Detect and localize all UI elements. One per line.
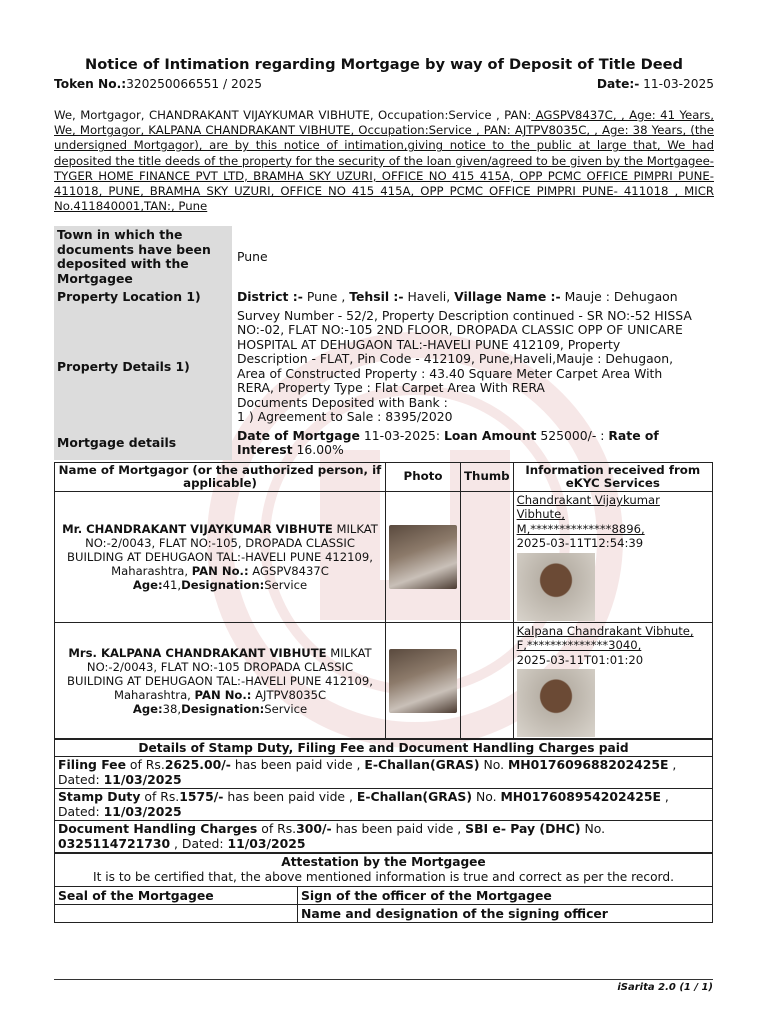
details-line: Description - FLAT, Pin Code - 412109, Pune,Haveli,Mauje : Dehugaon,: [237, 351, 674, 367]
loan-amount-label: Loan Amount: [443, 427, 537, 443]
details-line: Area of Constructed Property : 43.40 Square Meter Carpet Area With: [237, 365, 663, 381]
filing-fee-amount: 2625.00/-: [164, 757, 231, 773]
date-label: Date:-: [596, 77, 640, 91]
charges-table: [54, 739, 713, 853]
mortgagor-photo: [389, 525, 457, 589]
photo-cell: [386, 622, 461, 739]
details-value: [232, 307, 714, 427]
filing-fee-t2: has been paid vide ,: [230, 757, 365, 773]
age-label: Age:: [132, 577, 163, 592]
mortgagor-header-row: [55, 462, 713, 491]
village-label: Village Name :-: [454, 289, 561, 305]
thumb-cell: [461, 622, 514, 739]
date-block: [597, 77, 714, 92]
details-line: Survey Number - 52/2, Property Description continued - SR NO:-52 HISSA: [237, 307, 692, 323]
seal-label: Seal of the Mortgagee: [55, 887, 298, 905]
mortgagor-row: [55, 491, 713, 622]
stamp-duty-date: 11/03/2025: [103, 803, 182, 819]
property-info-table: [54, 226, 714, 460]
date-of-mortgage-value: 11-03-2025:: [359, 427, 444, 443]
district-value: Pune ,: [302, 289, 350, 305]
col-header-photo: Photo: [386, 462, 461, 491]
stamp-duty-row: [55, 789, 713, 821]
location-label: Property Location 1): [54, 288, 232, 307]
ekyc-id: M,**************8896,: [516, 521, 645, 536]
token-label: Token No.:: [54, 77, 127, 91]
stamp-duty-t4: , Dated:: [58, 789, 669, 819]
stamp-duty-mode: E-Challan(GRAS): [356, 789, 472, 805]
stamp-duty-text: [55, 789, 713, 821]
mortgagor-name: Mrs. KALPANA CHANDRAKANT VIBHUTE: [68, 645, 327, 660]
details-line: RERA, Property Type : Flat Carpet Area With RERA: [237, 380, 545, 396]
designation-value: Service: [264, 577, 308, 592]
filing-fee-text: [55, 757, 713, 789]
stamp-duty-amount: 1575/-: [179, 789, 224, 805]
info-row-town: [54, 226, 714, 288]
town-value: Pune: [237, 249, 268, 265]
mortgagor-name: Mr. CHANDRAKANT VIJAYKUMAR VIBHUTE: [62, 521, 333, 536]
tehsil-value: Haveli,: [403, 289, 455, 305]
ekyc-photo: [517, 553, 595, 621]
designation-label: Designation:: [181, 701, 265, 716]
intro-text-2: AGSPV8437C, , Age: 41 Years, We, Mortgagor, KALPANA CHANDRAKANT VIBHUTE, Occupation:Service , PAN: AJTPV8035C, , Age: 38 Years, (the undersigned Mortgagor), are by this notice of intimation,giving notice to the public at large that, We had deposited the title deeds of the property for the security of the loan given/agreed to be given by the Mortgagee-TYGER HOME FINANCE PVT LTD, BRAMHA SKY UZURI, OFFICE NO 415 415A, OPP PCMC OFFICE PIMPRI PUNE- 411018, PUNE, BRAMHA SKY UZURI, OFFICE NO 415 415A, OPP PCMC OFFICE PIMPRI PUNE- 411018 , MICR No.411840001,TAN:, Pune: [54, 108, 715, 214]
ekyc-name: Kalpana Chandrakant Vibhute,: [516, 623, 694, 638]
ekyc-timestamp: 2025-03-11T12:54:39: [516, 536, 644, 551]
filing-fee-t4: , Dated:: [58, 757, 677, 787]
filing-fee-row: [55, 757, 713, 789]
mortgage-value: [232, 427, 714, 460]
ekyc-cell: [513, 622, 712, 739]
district-label: District :-: [237, 289, 303, 305]
mortgagor-photo: [389, 649, 457, 713]
details-line: 1 ) Agreement to Sale : 8395/2020: [237, 409, 453, 425]
stamp-duty-t2: has been paid vide ,: [223, 789, 357, 805]
pan-value: AGSPV8437C: [248, 563, 329, 578]
handling-charges-t3: No.: [580, 821, 606, 837]
location-value: [232, 288, 714, 307]
designation-label: Designation:: [181, 577, 265, 592]
details-label: Property Details 1): [54, 307, 232, 427]
filing-fee-date: 11/03/2025: [103, 771, 182, 787]
intro-text-1: We, Mortgagor, CHANDRAKANT VIJAYKUMAR VIBHUTE, Occupation:Service , PAN:: [54, 108, 532, 122]
handling-charges-t2: has been paid vide ,: [331, 821, 466, 837]
attestation-text: It is to be certified that, the above mentioned information is true and correct as per the record.: [93, 870, 674, 885]
stamp-duty-t3: No.: [472, 789, 501, 805]
footer-divider: [54, 979, 713, 980]
ekyc-cell: [513, 491, 712, 622]
mortgagor-address: MILKAT NO:-2/0043, FLAT NO:-105, DROPADA CLASSIC BUILDING AT DEHUGAON TAL:-HAVELI PUNE 412109, Maharashtra,: [67, 521, 378, 578]
col-header-thumb: Thumb: [461, 462, 514, 491]
loan-amount-value: 525000/- :: [536, 427, 609, 443]
stamp-duty-number: MH017608954202425E: [500, 789, 661, 805]
mortgagor-details: [55, 491, 386, 622]
pan-label: PAN No.:: [194, 687, 252, 702]
stamp-duty-t1: of Rs.: [140, 789, 180, 805]
filing-fee-t3: No.: [479, 757, 508, 773]
age-value: 38,: [162, 701, 182, 716]
col-header-ekyc: Information received from eKYC Services: [513, 462, 712, 491]
handling-charges-number: 0325114721730: [58, 835, 171, 851]
name-designation-row: [55, 905, 713, 923]
ekyc-name: Chandrakant Vijaykumar Vibhute,: [516, 492, 660, 522]
age-value: 41,: [162, 577, 182, 592]
filing-fee-mode: E-Challan(GRAS): [364, 757, 480, 773]
handling-charges-text: [55, 821, 713, 853]
mortgagor-table: [54, 462, 713, 740]
attestation-heading-row: [55, 854, 713, 887]
attestation-heading: Attestation by the Mortgagee: [281, 855, 486, 870]
filing-fee-label: Filing Fee: [58, 757, 126, 773]
ekyc-timestamp: 2025-03-11T01:01:20: [516, 652, 644, 667]
stamp-duty-label: Stamp Duty: [58, 789, 141, 805]
mortgagor-details: [55, 622, 386, 739]
photo-cell: [386, 491, 461, 622]
mortgage-label: Mortgage details: [54, 427, 232, 460]
document-page: [54, 56, 714, 923]
thumb-cell: [461, 491, 514, 622]
sign-label: Sign of the officer of the Mortgagee: [298, 887, 713, 905]
details-line: NO:-02, FLAT NO:-105 2ND FLOOR, DROPADA CLASSIC OPP OF UNICARE: [237, 322, 683, 338]
mortgagor-row: [55, 622, 713, 739]
rate-value: 16.00%: [292, 442, 344, 458]
seal-sign-row: [55, 887, 713, 905]
pan-label: PAN No.:: [191, 563, 249, 578]
filing-fee-t1: of Rs.: [125, 757, 165, 773]
date-of-mortgage-label: Date of Mortgage: [237, 427, 360, 443]
attestation-table: [54, 853, 713, 923]
name-designation-label: Name and designation of the signing officer: [298, 905, 713, 923]
col-header-name: Name of Mortgagor (or the authorized person, if applicable): [55, 462, 386, 491]
token-block: [54, 77, 262, 92]
details-line: HOSPITAL AT DEHUGAON TAL:-HAVELI PUNE 412109, Property: [237, 336, 621, 352]
handling-charges-row: [55, 821, 713, 853]
footer-version: iSarita 2.0 (1 / 1): [617, 982, 713, 993]
age-label: Age:: [132, 701, 163, 716]
handling-charges-t4: , Dated:: [170, 835, 228, 851]
info-row-mortgage: [54, 427, 714, 460]
designation-value: Service: [264, 701, 308, 716]
handling-charges-amount: 300/-: [296, 821, 332, 837]
info-row-details: [54, 307, 714, 427]
filing-fee-number: MH017609688202425E: [507, 757, 669, 773]
charges-heading: Details of Stamp Duty, Filing Fee and Document Handling Charges paid: [55, 740, 713, 757]
handling-charges-label: Document Handling Charges: [58, 821, 258, 837]
page-title: Notice of Intimation regarding Mortgage by way of Deposit of Title Deed: [85, 56, 683, 73]
handling-charges-mode: SBI e- Pay (DHC): [465, 821, 581, 837]
tehsil-label: Tehsil :-: [349, 289, 404, 305]
ekyc-photo: [517, 669, 595, 737]
details-line: Documents Deposited with Bank :: [237, 394, 448, 410]
rate-label: Rate of Interest: [237, 427, 659, 458]
date-value: 11-03-2025: [643, 77, 714, 91]
info-row-location: [54, 288, 714, 307]
intro-paragraph: [54, 108, 714, 214]
mortgagor-address: MILKAT NO:-2/0043, FLAT NO:-105 DROPADA CLASSIC BUILDING AT DEHUGAON TAL:-HAVELI PUNE 412109, Maharashtra,: [67, 645, 373, 702]
handling-charges-t1: of Rs.: [257, 821, 297, 837]
seal-blank-cell: [55, 905, 298, 923]
town-label: Town in which the documents have been deposited with the Mortgagee: [54, 226, 232, 288]
handling-charges-date: 11/03/2025: [227, 835, 306, 851]
token-date-row: [54, 77, 714, 92]
ekyc-id: F,**************3040,: [516, 638, 642, 653]
village-value: Mauje : Dehugaon: [560, 289, 678, 305]
charges-heading-row: [55, 740, 713, 757]
pan-value: AJTPV8035C: [251, 687, 327, 702]
token-value: 320250066551 / 2025: [126, 77, 263, 91]
attestation-block: [55, 854, 713, 887]
